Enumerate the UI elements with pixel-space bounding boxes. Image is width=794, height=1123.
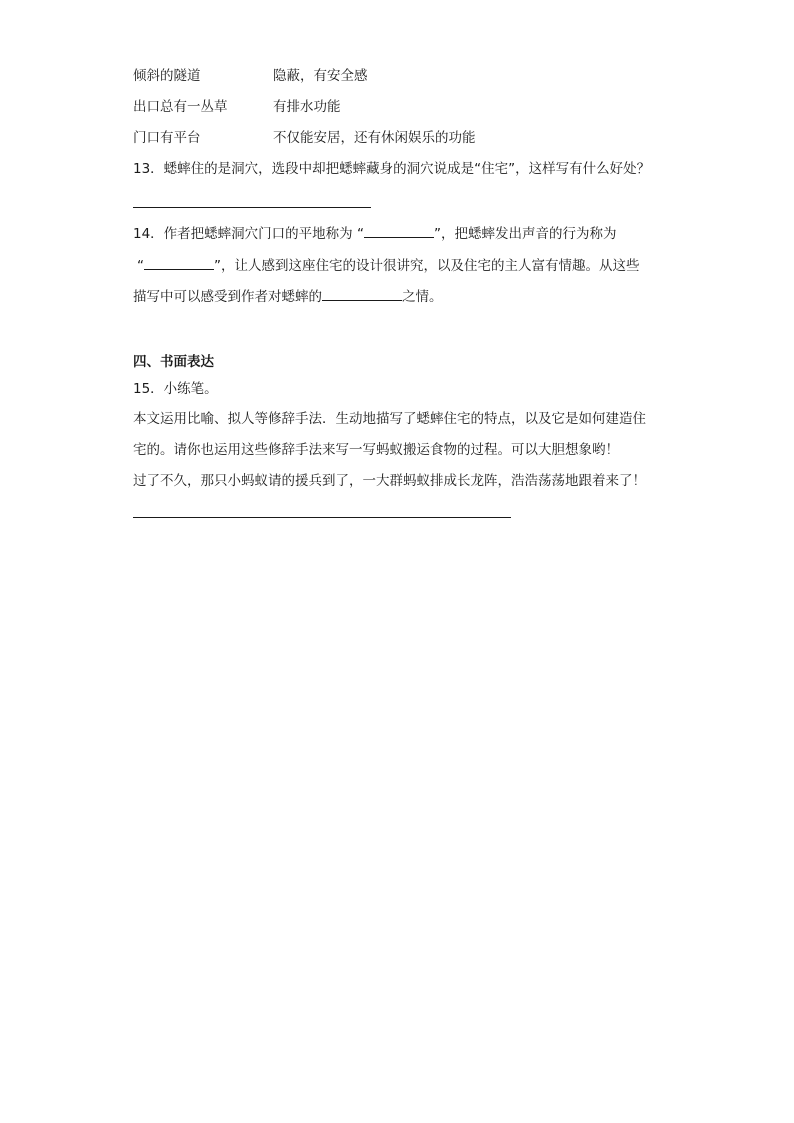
answer-blank-sound-name[interactable] [144,254,214,270]
question-14-line-1 [133,222,616,242]
matching-right: 有排水功能 [273,99,341,115]
question-14-line-3 [133,285,443,305]
answer-line-15[interactable] [133,517,511,518]
question-15-prompt-1: 本文运用比喻、拟人等修辞手法．生动地描写了蟋蟀住宅的特点，以及它是如何建造住 [133,411,646,427]
question-15-label: 15．小练笔。 [133,381,218,397]
question-15-prompt-2: 宅的。请你也运用这些修辞手法来写一写蚂蚁搬运食物的过程。可以大胆想象哟！ [133,442,619,458]
section-heading: 四、书面表达 [133,354,214,370]
answer-line-13[interactable] [133,207,371,208]
q14-text-b: ”，把蟋蟀发出声音的行为称为 [433,226,617,242]
answer-blank-platform-name[interactable] [364,222,434,238]
q14-text-c: “ [137,258,144,274]
question-13: 13．蟋蟀住的是洞穴，选段中却把蟋蟀藏身的洞穴说成是“住宅”，这样写有什么好处？ [133,161,651,177]
question-15-prompt-3: 过了不久，那只小蚂蚁请的援兵到了，一大群蚂蚁排成长龙阵，浩浩荡荡地跟着来了！ [133,473,646,489]
q14-text-a: 14．作者把蟋蟀洞穴门口的平地称为 “ [133,226,364,242]
question-14-line-2 [137,254,640,274]
matching-right: 不仅能安居，还有休闲娱乐的功能 [273,130,476,146]
q14-text-d: ”，让人感到这座住宅的设计很讲究，以及住宅的主人富有情趣。从这些 [214,258,640,274]
q14-text-f: 之情。 [402,289,443,305]
answer-blank-emotion[interactable] [322,285,402,301]
matching-left: 倾斜的隧道 [133,68,201,84]
matching-right: 隐蔽，有安全感 [273,68,368,84]
q14-text-e: 描写中可以感受到作者对蟋蟀的 [133,289,322,305]
matching-left: 门口有平台 [133,130,201,146]
matching-left: 出口总有一丛草 [133,99,228,115]
